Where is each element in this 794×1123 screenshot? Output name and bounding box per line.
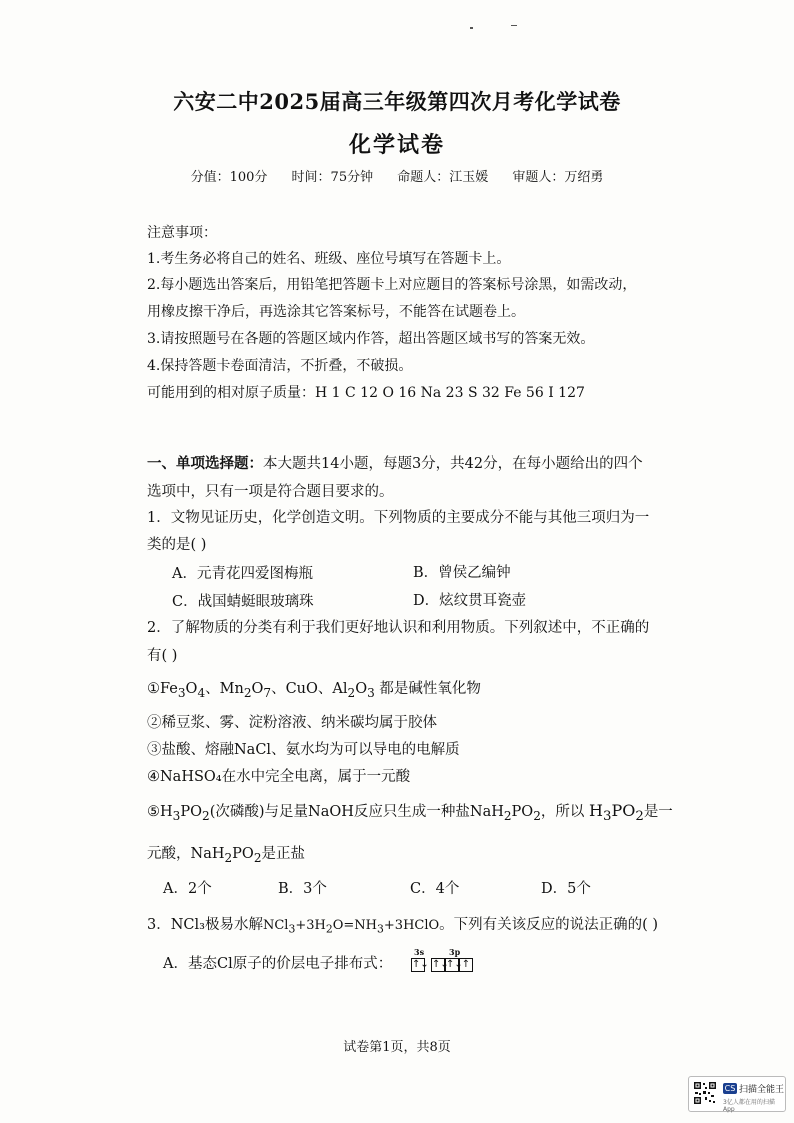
orbital-box-3p: ↑↓ — [446, 959, 463, 970]
scanner-watermark — [688, 1076, 786, 1112]
exam-subtitle: 化学试卷 — [348, 132, 445, 158]
page-footer: 试卷第1页，共8页 — [343, 1040, 451, 1055]
app-name: 扫描全能王 — [739, 1085, 785, 1095]
q3-option-a: A．基态Cl原子的价层电子排布式： — [163, 956, 393, 972]
q2-stem-2: 有( ) — [147, 648, 178, 664]
q2-option-c: C．4个 — [410, 881, 460, 897]
notice-item: 3.请按照题号在各题的答题区域内作答，超出答题区域书写的答案无效。 — [147, 331, 595, 347]
scan-speck — [470, 27, 473, 29]
exam-meta — [0, 166, 794, 185]
notice-heading: 注意事项： — [147, 225, 217, 241]
q2-statement-1: $①Fe_3O_4$、$Mn_2O_7$、CuO、$Al_2O_3$ 都是碱性氧化物 — [147, 681, 481, 700]
q2-statement-1-text: 都是碱性氧化物 — [379, 681, 481, 697]
q2-stem: 2．了解物质的分类有利于我们更好地认识和利用物质。下列叙述中，不正确的 — [147, 620, 650, 636]
orbital-box-3p: ↑ — [459, 958, 473, 972]
q3-stem-head: 3．NCl₃极易水解 — [147, 917, 263, 933]
q1-option-c: C．战国蜻蜓眼玻璃珠 — [172, 594, 314, 610]
q2-statement-5-text2: ，所以 — [540, 804, 585, 820]
reviewer-info: 审题人：万绍勇 — [512, 170, 604, 185]
q1-option-d: D．炫纹贯耳瓷壶 — [413, 593, 527, 609]
q2-statement-5-cont: 元酸，$NaH_2PO_2$是正盐 — [147, 846, 306, 865]
q1-stem-2: 类的是( ) — [147, 537, 207, 553]
section-desc-2: 选项中，只有一项是符合题目要求的。 — [147, 484, 394, 500]
app-tagline: 3亿人都在用的扫描App — [723, 1099, 775, 1113]
q2-statement-5-text: (次磷酸)与足量NaOH反应只生成一种盐 — [209, 804, 470, 820]
q1-option-b: B．曾侯乙编钟 — [413, 565, 511, 581]
orbital-box-3p: ↑↓ — [432, 959, 449, 970]
notice-item: 1.考生务必将自己的姓名、班级、座位号填写在答题卡上。 — [147, 251, 511, 267]
notice-item: 4.保持答题卡卷面清洁，不折叠，不破损。 — [147, 358, 413, 374]
time-info: 时间：75分钟 — [291, 170, 374, 185]
q2-option-a: A．2个 — [163, 881, 212, 897]
app-badge-icon: CS — [724, 1084, 736, 1093]
orbital-box-3s: ↑↓ — [412, 959, 429, 970]
qr-code-icon — [693, 1081, 717, 1105]
q2-statement-5-tail: 是一 — [643, 804, 673, 820]
section-intro — [147, 452, 643, 473]
notice-item: 用橡皮擦干净后，再选涂其它答案标号，不能答在试题卷上。 — [147, 304, 525, 320]
exam-title: 六安二中2025届高三年级第四次月考化学试卷 — [173, 89, 621, 114]
q2-option-d: D．5个 — [541, 881, 591, 897]
q1-stem: 1．文物见证历史，化学创造文明。下列物质的主要成分不能与其他三项归为一 — [147, 510, 650, 526]
scan-speck — [511, 25, 517, 26]
notice-item: 2.每小题选出答案后，用铅笔把答题卡上对应题目的答案标号涂黑，如需改动， — [147, 277, 637, 293]
q2-statement-4: ④NaHSO₄在水中完全电离，属于一元酸 — [147, 769, 411, 785]
q2-statement-3: ③盐酸、熔融NaCl、氨水均为可以导电的电解质 — [147, 742, 460, 758]
q2-statement-5: $⑤H_3PO_2$(次磷酸)与足量NaOH反应只生成一种盐$NaH_2PO_2$，所以 $H_3PO_2$是一 — [147, 801, 673, 825]
q2-statement-2: ②稀豆浆、雾、淀粉溶液、纳米碳均属于胶体 — [147, 715, 437, 731]
orbital-label-3p: 3p — [449, 947, 461, 957]
q2-option-b: B．3个 — [278, 881, 327, 897]
q2-statement-5-line2-tail: 是正盐 — [261, 846, 306, 862]
score-info: 分值：100分 — [190, 170, 268, 185]
atomic-masses: 可能用到的相对原子质量：H 1 C 12 O 16 Na 23 S 32 Fe 56 I 127 — [147, 385, 585, 401]
q1-option-a: A．元青花四爱图梅瓶 — [172, 566, 313, 582]
section-desc: 本大题共14小题，每题3分，共42分，在每小题给出的四个 — [263, 456, 643, 472]
q2-statement-5-line2: 元酸， — [147, 846, 191, 862]
section-heading: 一、单项选择题： — [147, 455, 263, 472]
q3-stem-tail: 。下列有关该反应的说法正确的( ) — [439, 917, 659, 933]
author-info: 命题人：江玉媛 — [397, 170, 489, 185]
q3-stem: 3．NCl₃极易水解$NCl_3+3H_2O=NH_3+3HClO$。下列有关该反应的说法正确的( ) — [147, 917, 659, 936]
orbital-label-3s: 3s — [414, 947, 425, 957]
